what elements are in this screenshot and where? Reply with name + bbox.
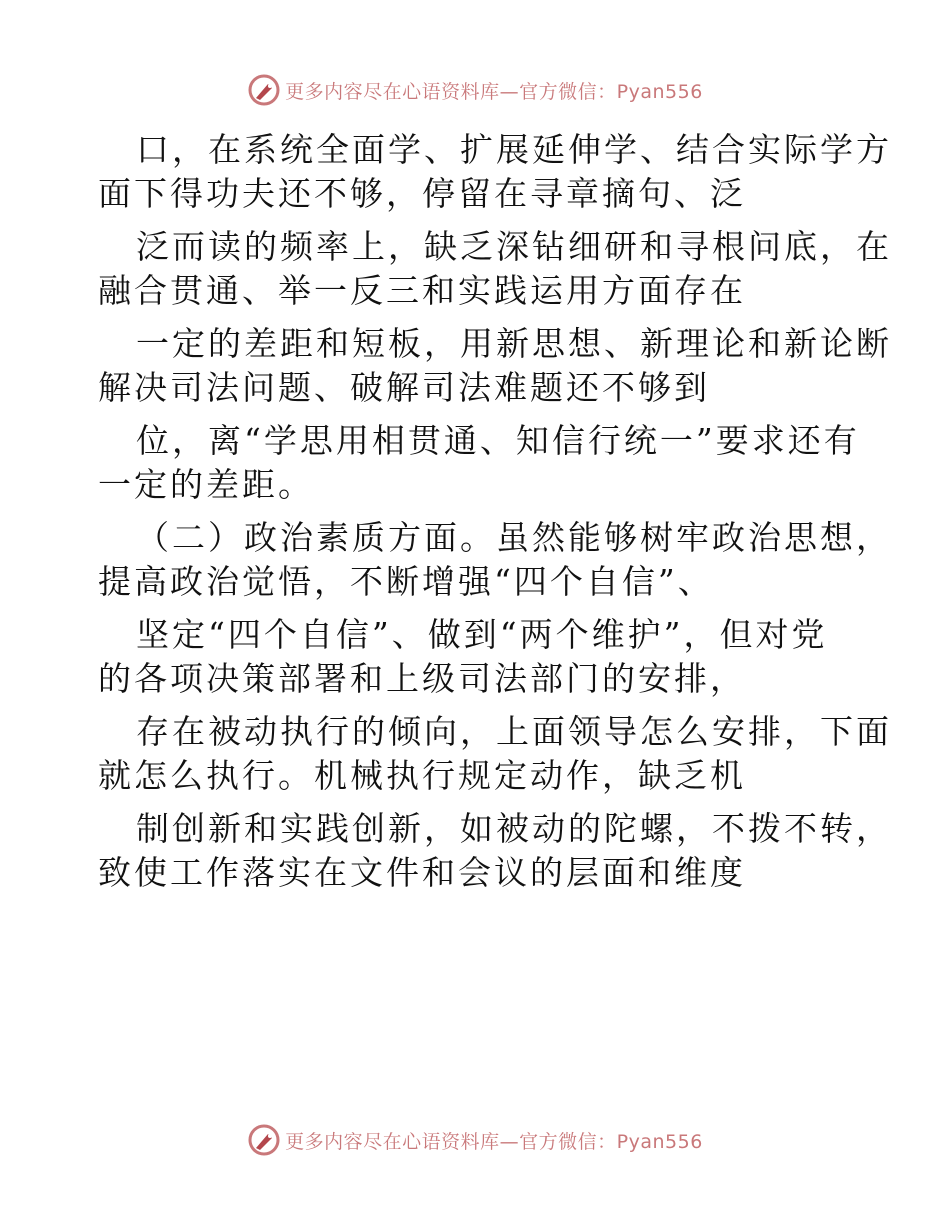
watermark-text: 更多内容尽在心语资料库—官方微信：Pyan556 xyxy=(285,80,703,103)
paragraph xyxy=(98,807,892,895)
text-line: 面下得功夫还不够，停留在寻章摘句、泛 xyxy=(98,174,746,213)
paragraph xyxy=(98,322,892,410)
section-heading-line: （二）政治素质方面。虽然能够树牢政治思想， xyxy=(136,518,892,557)
pen-nib-logo-icon xyxy=(247,1123,281,1157)
paragraph xyxy=(98,225,892,313)
text-line: 融合贯通、举一反三和实践运用方面存在 xyxy=(98,271,746,310)
text-line: 提高政治觉悟，不断增强“四个自信”、 xyxy=(98,562,714,601)
text-line: 一定的差距。 xyxy=(98,465,314,504)
text-line: 口，在系统全面学、扩展延伸学、结合实际学方 xyxy=(136,130,892,169)
text-line: 泛而读的频率上，缺乏深钻细研和寻根问底，在 xyxy=(136,227,892,266)
text-line: 一定的差距和短板，用新思想、新理论和新论断 xyxy=(136,324,892,363)
text-line: 制创新和实践创新，如被动的陀螺，不拨不转， xyxy=(136,809,892,848)
paragraph xyxy=(98,710,892,798)
paragraph xyxy=(98,516,892,604)
document-body xyxy=(98,128,892,904)
header-watermark xyxy=(0,70,950,110)
pen-nib-logo-icon xyxy=(247,73,281,107)
text-line: 致使工作落实在文件和会议的层面和维度 xyxy=(98,853,746,892)
text-line: 存在被动执行的倾向，上面领导怎么安排，下面 xyxy=(136,712,892,751)
paragraph xyxy=(98,419,858,507)
text-line: 就怎么执行。机械执行规定动作，缺乏机 xyxy=(98,756,746,795)
text-line: 的各项决策部署和上级司法部门的安排， xyxy=(98,659,746,698)
paragraph xyxy=(98,128,892,216)
text-line: 解决司法问题、破解司法难题还不够到 xyxy=(98,368,710,407)
paragraph xyxy=(98,613,858,701)
watermark-text: 更多内容尽在心语资料库—官方微信：Pyan556 xyxy=(285,1130,703,1153)
footer-watermark xyxy=(0,1120,950,1160)
text-line: 坚定“四个自信”、做到“两个维护”，但对党 xyxy=(136,615,828,654)
text-line: 位，离“学思用相贯通、知信行统一”要求还有 xyxy=(136,421,860,460)
